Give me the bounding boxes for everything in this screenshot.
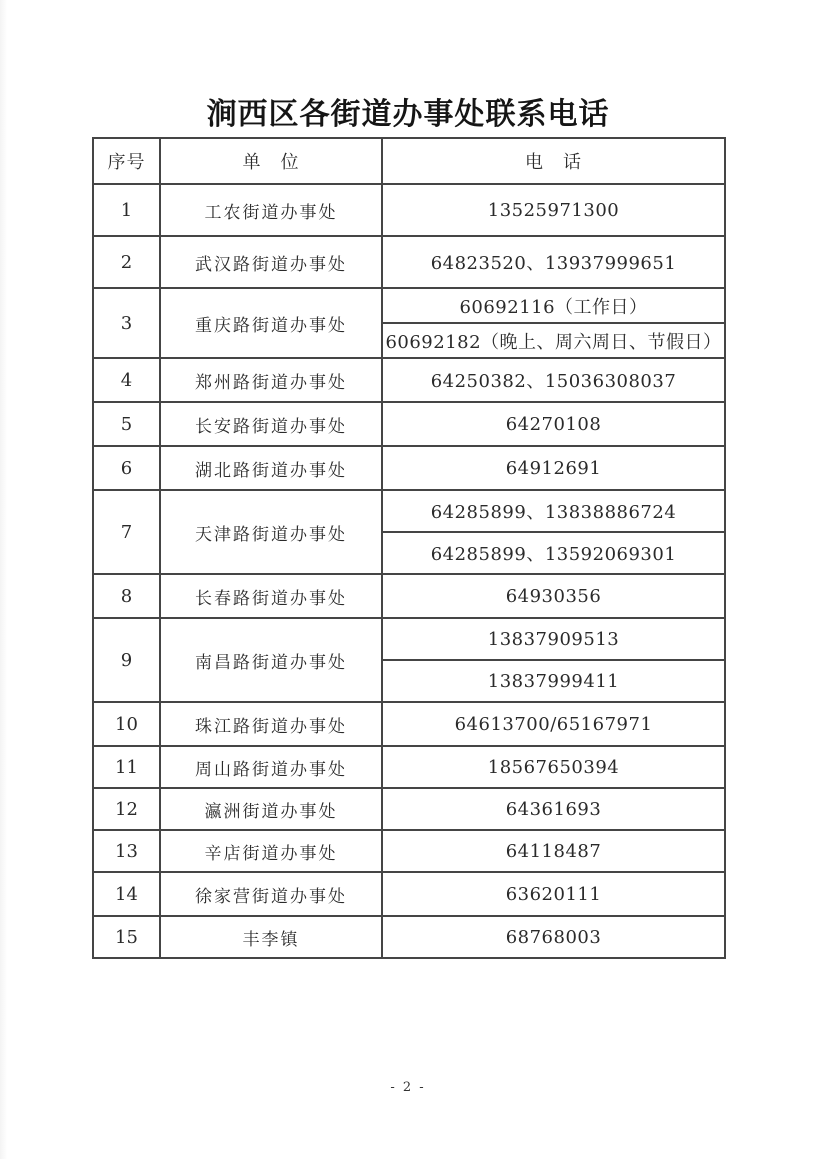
table-row xyxy=(93,402,725,446)
row-no-cell: 7 xyxy=(93,490,160,574)
table-row xyxy=(93,872,725,916)
row-no-cell: 1 xyxy=(93,184,160,236)
table-row xyxy=(93,288,725,323)
table-row xyxy=(93,830,725,872)
row-no-cell: 4 xyxy=(93,358,160,402)
phone-cell: 13525971300 xyxy=(382,184,725,236)
unit-cell: 长春路街道办事处 xyxy=(160,574,382,618)
phone-cell: 64285899、13592069301 xyxy=(382,532,725,574)
col-header-phone: 电 话 xyxy=(382,138,725,184)
row-no-cell: 12 xyxy=(93,788,160,830)
phone-cell: 13837909513 xyxy=(382,618,725,660)
row-no-cell: 11 xyxy=(93,746,160,788)
row-no-cell: 14 xyxy=(93,872,160,916)
col-header-unit: 单 位 xyxy=(160,138,382,184)
phone-cell: 18567650394 xyxy=(382,746,725,788)
row-no-cell: 9 xyxy=(93,618,160,702)
phone-cell: 64118487 xyxy=(382,830,725,872)
phone-cell: 64912691 xyxy=(382,446,725,490)
unit-cell: 丰李镇 xyxy=(160,916,382,958)
table-row xyxy=(93,574,725,618)
unit-cell: 郑州路街道办事处 xyxy=(160,358,382,402)
unit-cell: 珠江路街道办事处 xyxy=(160,702,382,746)
phone-cell: 64823520、13937999651 xyxy=(382,236,725,288)
table-row xyxy=(93,702,725,746)
row-no-cell: 5 xyxy=(93,402,160,446)
col-header-no: 序号 xyxy=(93,138,160,184)
unit-cell: 瀛洲街道办事处 xyxy=(160,788,382,830)
table-row xyxy=(93,490,725,532)
page-title: 涧西区各街道办事处联系电话 xyxy=(206,97,610,132)
row-no-cell: 8 xyxy=(93,574,160,618)
unit-cell: 天津路街道办事处 xyxy=(160,490,382,574)
row-no-cell: 15 xyxy=(93,916,160,958)
row-no-cell: 6 xyxy=(93,446,160,490)
phone-cell: 64930356 xyxy=(382,574,725,618)
unit-cell: 湖北路街道办事处 xyxy=(160,446,382,490)
table-row xyxy=(93,746,725,788)
row-no-cell: 10 xyxy=(93,702,160,746)
page-number: - 2 - xyxy=(390,1080,426,1095)
table-row xyxy=(93,788,725,830)
unit-cell: 周山路街道办事处 xyxy=(160,746,382,788)
unit-cell: 工农街道办事处 xyxy=(160,184,382,236)
table-row xyxy=(93,446,725,490)
contact-table xyxy=(92,137,726,959)
phone-cell: 64613700/65167971 xyxy=(382,702,725,746)
row-no-cell: 2 xyxy=(93,236,160,288)
table-row xyxy=(93,618,725,660)
phone-cell: 64361693 xyxy=(382,788,725,830)
unit-cell: 长安路街道办事处 xyxy=(160,402,382,446)
row-no-cell: 13 xyxy=(93,830,160,872)
phone-cell: 64250382、15036308037 xyxy=(382,358,725,402)
phone-cell: 64270108 xyxy=(382,402,725,446)
table-header-row xyxy=(93,138,725,184)
phone-cell: 63620111 xyxy=(382,872,725,916)
unit-cell: 南昌路街道办事处 xyxy=(160,618,382,702)
row-no-cell: 3 xyxy=(93,288,160,358)
unit-cell: 辛店街道办事处 xyxy=(160,830,382,872)
unit-cell: 徐家营街道办事处 xyxy=(160,872,382,916)
table-row xyxy=(93,184,725,236)
phone-cell: 68768003 xyxy=(382,916,725,958)
phone-cell: 13837999411 xyxy=(382,660,725,702)
unit-cell: 重庆路街道办事处 xyxy=(160,288,382,358)
table-row xyxy=(93,358,725,402)
phone-cell: 64285899、13838886724 xyxy=(382,490,725,532)
unit-cell: 武汉路街道办事处 xyxy=(160,236,382,288)
table-row xyxy=(93,236,725,288)
scan-edge-shading xyxy=(0,0,7,1159)
phone-cell: 60692116（工作日） xyxy=(382,288,725,323)
table-row xyxy=(93,916,725,958)
phone-cell: 60692182（晚上、周六周日、节假日） xyxy=(382,323,725,358)
